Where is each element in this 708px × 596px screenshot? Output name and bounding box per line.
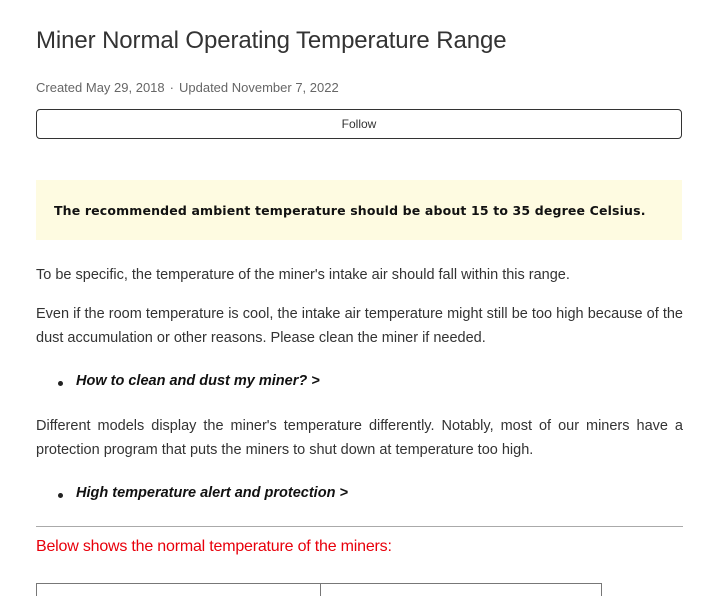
paragraph-intake-air: To be specific, the temperature of the miner's intake air should fall within this range. xyxy=(36,267,570,283)
link-clean-miner-label[interactable]: How to clean and dust my miner? > xyxy=(76,373,320,389)
callout-text: The recommended ambient temperature should be about 15 to 35 degree Celsius. xyxy=(54,203,646,218)
link-clean-miner[interactable] xyxy=(58,373,320,389)
table-cell xyxy=(37,584,321,596)
callout-box xyxy=(36,180,682,240)
paragraph-dust: Even if the room temperature is cool, the intake air temperature might still be too high because of the dust accumulation or other reasons. Please clean the miner if needed. xyxy=(36,306,683,346)
section-divider xyxy=(36,526,683,527)
table-cell xyxy=(320,584,601,596)
updated-date: Updated November 7, 2022 xyxy=(178,80,339,95)
meta-separator: · xyxy=(169,80,174,95)
article-meta xyxy=(36,80,339,95)
temperature-table xyxy=(36,583,602,596)
follow-button[interactable]: Follow xyxy=(36,109,682,139)
temperature-table-heading: Below shows the normal temperature of the miners: xyxy=(36,538,392,555)
paragraph-protection: Different models display the miner's temperature differently. Notably, most of our miners have a protection program that puts the miners to shut down at temperature too high. xyxy=(36,418,683,458)
link-high-temperature-label[interactable]: High temperature alert and protection > xyxy=(76,485,348,501)
link-high-temperature-alert[interactable] xyxy=(58,485,348,501)
article-title: Miner Normal Operating Temperature Range xyxy=(36,27,507,54)
created-date: Created May 29, 2018 xyxy=(36,80,165,95)
